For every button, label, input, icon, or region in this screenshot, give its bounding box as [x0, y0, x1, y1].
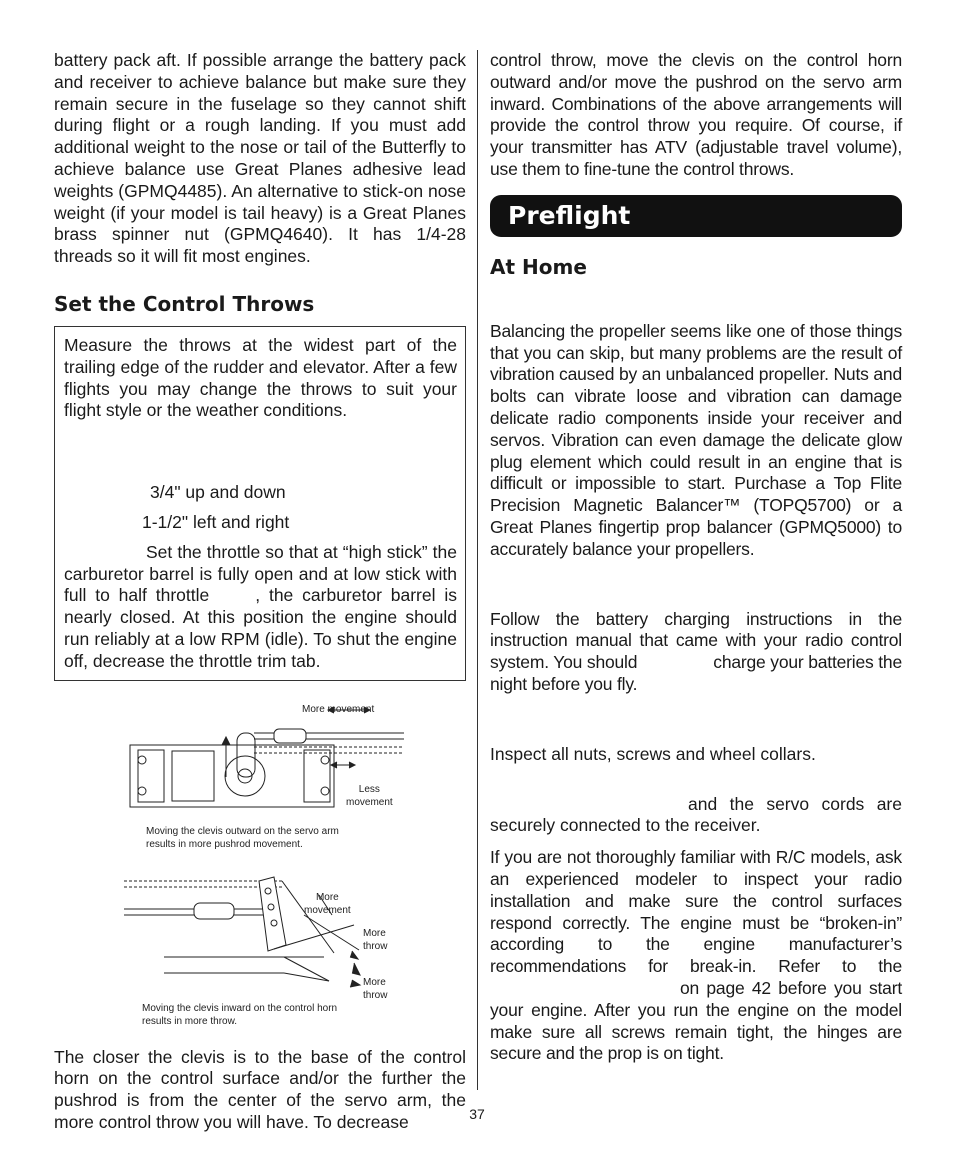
control-throws-heading: Set the Control Throws — [54, 291, 315, 316]
throws-intro: Measure the throws at the widest part of the trailing edge of the rudder and elevator. After a few flights you may change the throws to suit your flight style or the weather conditions. — [64, 334, 457, 421]
throttle-paragraph — [64, 542, 457, 673]
horn-more-movement-label: More movement — [304, 891, 351, 916]
propeller-paragraph: Balancing the propeller seems like one of those things that you can skip, but many problems are the result of vibration caused by an unbalanced propeller. Nuts and bolts can vibrate loose and vibration can damage delicate radio components inside your receiver and servos. Vibration can even damage the delicate glow plug element which could result in an engine that is difficult or impossible to start. Purchase a Top Flite Precision Magnetic Balancer™ (TOPQ5700) or a Great Planes fingertip prop balancer (GPMQ5000) to accurately balance your propellers. — [490, 320, 902, 559]
right-column — [490, 50, 902, 1065]
more-throw-label-b: More throw — [363, 976, 388, 1001]
throws-box — [54, 326, 466, 681]
control-throw-paragraph: The closer the clevis is to the base of the control horn on the control surface and/or the further the pushrod is from the center of the servo arm, the more control throw you will have. To decrease — [54, 1046, 466, 1132]
servo-horn-illustration — [54, 695, 466, 1035]
inspect-paragraph: Inspect all nuts, screws and wheel collars. — [490, 743, 816, 764]
left-column — [54, 50, 466, 1134]
more-movement-label: More movement — [302, 703, 375, 715]
at-home-heading: At Home — [490, 254, 587, 279]
throttle-text-a: Set the throttle so that at “high stick” the carburetor barrel is fully open and at low stick with full to half throttle — [64, 541, 457, 606]
servo-body — [130, 745, 334, 807]
elevator-throw: 3/4" up and down — [150, 482, 286, 503]
servo-caption: Moving the clevis outward on the servo arm results in more pushrod movement. — [146, 825, 339, 850]
servo-cord-paragraph: and the servo cords are securely connected to the receiver. — [490, 793, 902, 836]
rudder-throw: 1-1/2" left and right — [142, 511, 290, 532]
ballast-paragraph: battery pack aft. If possible arrange the battery pack and receiver to achieve balance but make sure they remain secure in the fuselage so they cannot shift during flight or a rough landing. If you must add additional weight to the nose or tail of the Butterfly to achieve balance use Great Planes adhesive lead weights (GPMQ4485). An alternative to stick-on nose weight (if your model is tail heavy) is a Great Planes brass spinner nut (GPMQ4640). It has 1/4-28 threads so it will fit most engines. — [54, 50, 466, 267]
more-throw-label-a: More throw — [363, 927, 388, 952]
page-number: 37 — [469, 1106, 485, 1122]
battery-paragraph: Follow the battery charging instructions in the instruction manual that came with your radio control system. You should charge your batteries the night before you fly. — [490, 608, 902, 694]
horn-caption: Moving the clevis inward on the control horn results in more throw. — [142, 1002, 338, 1027]
throw-continued-paragraph: control throw, move the clevis on the control horn outward and/or move the pushrod on the servo arm inward. Combinations of the above arrangements will provide the control throw you require. Of course, if your transmitter has ATV (adjustable travel volume), use them to fine-tune the control throws. — [490, 50, 902, 179]
preflight-banner: Preflight — [490, 195, 902, 237]
clevis-diagram — [54, 695, 466, 1035]
less-movement-label: Less movement — [346, 783, 393, 808]
familiar-paragraph: If you are not thoroughly familiar with R/C models, ask an experienced modeler to inspect your radio installation and make sure the control surfaces respond correctly. The engine must be “broken-in” according to the engine manufacturer’s recommendations for break-in. Refer to theon page 42 before you start your engine. After you run the engine on the model make sure all screws remain tight, the hinges are secure and the prop is on tight. — [490, 847, 902, 1064]
column-divider — [477, 50, 478, 1090]
throttle-text-b: , the carburetor barrel is nearly closed. At this position the engine should run reliably at a low RPM (idle). To shut the engine off, decrease the throttle trim tab. — [64, 585, 457, 671]
